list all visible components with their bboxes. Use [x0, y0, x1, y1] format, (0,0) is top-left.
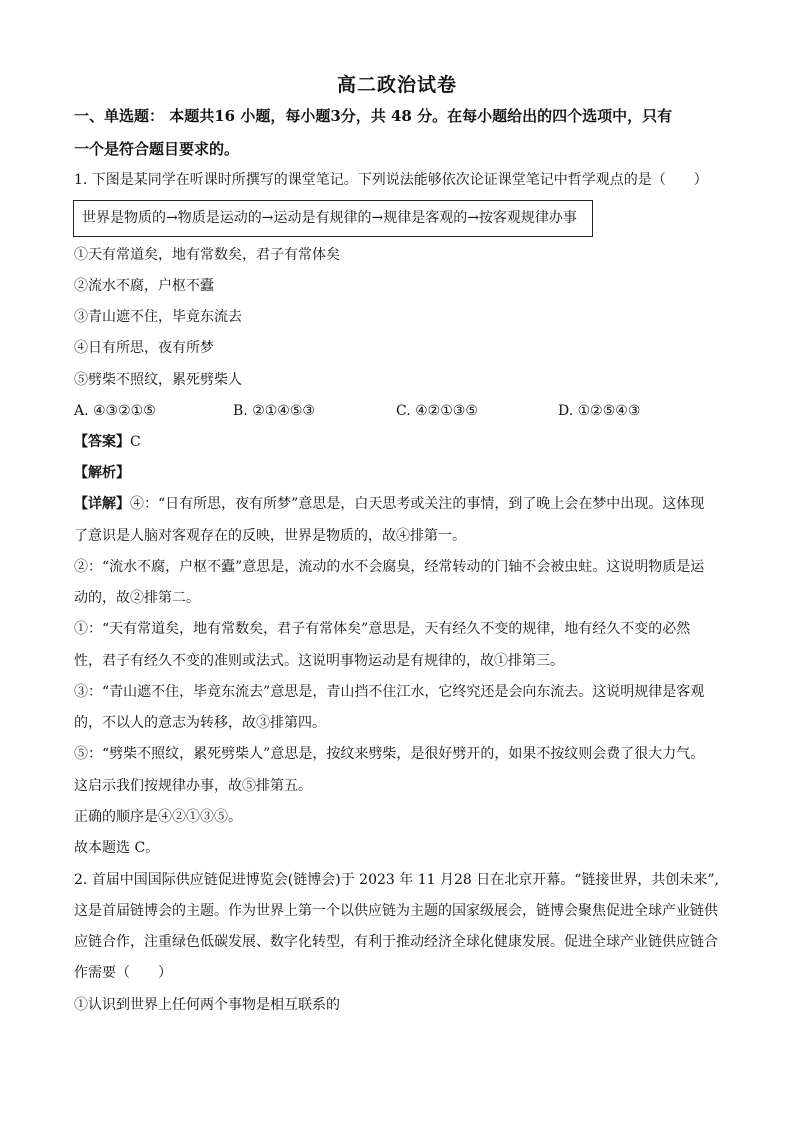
q1-option-b: B. ②①④⑤③ [233, 403, 315, 419]
analysis-line-10: 这启示我们按规律办事，故⑤排第五。 [74, 778, 312, 794]
answer-line [74, 432, 141, 452]
analysis-line-8: 的，不以人的意志为转移，故③排第四。 [74, 715, 326, 731]
analysis-line-3: ②：“流水不腐，户枢不蠹”意思是，流动的水不会腐臭，经常转动的门轴不会被虫蛀。这说明物质是运 [74, 559, 705, 575]
q1-item-3: ③青山遮不住，毕竟东流去 [74, 309, 242, 325]
q1-item-2: ②流水不腐，户枢不蠹 [74, 278, 214, 294]
analysis-line-9: ⑤：“劈柴不照纹，累死劈柴人”意思是，按纹来劈柴，是很好劈开的，如果不按纹则会费了很大力气。 [74, 746, 705, 762]
analysis-line-12: 故本题选 C。 [74, 840, 160, 856]
analysis-line-1: 【详解】④：“日有所思，夜有所梦”意思是，白天思考或关注的事情，到了晚上会在梦中出现。这体现 [74, 496, 705, 512]
analysis-line-4: 动的，故②排第二。 [74, 590, 200, 606]
q1-item-4: ④日有所思，夜有所梦 [74, 340, 214, 356]
q1-option-c: C. ④②①③⑤ [396, 403, 478, 419]
q1-option-d: D. ①②⑤④③ [558, 403, 641, 419]
analysis-line-11: 正确的顺序是④②①③⑤。 [74, 809, 242, 825]
analysis-line-7: ③：“青山遮不住，毕竟东流去”意思是，青山挡不住江水，它终究还是会向东流去。这说明规律是客观 [74, 684, 705, 700]
notes-box: 世界是物质的→物质是运动的→运动是有规律的→规律是客观的→按客观规律办事 [73, 200, 593, 237]
question-2-item-1: ①认识到世界上任何两个事物是相互联系的 [74, 997, 340, 1013]
question-1-stem: 1. 下图是某同学在听课时所撰写的课堂笔记。下列说法能够依次论证课堂笔记中哲学观点的是（ ） [74, 172, 708, 188]
analysis-line-6: 性，君子有经久不变的准则或法式。这说明事物运动是有规律的，故①排第三。 [74, 653, 564, 669]
analysis-line-5: ①：“天有常道矣，地有常数矣，君子有常体矣”意思是，天有经久不变的规律，地有经久不变的必然 [74, 621, 691, 637]
analysis-line-2: 了意识是人脑对客观存在的反映，世界是物质的，故④排第一。 [74, 528, 466, 544]
answer-value: C [130, 434, 141, 450]
q1-item-5: ⑤劈柴不照纹，累死劈柴人 [74, 372, 242, 388]
question-2-line-2: 这是首届链博会的主题。作为世界上第一个以供应链为主题的国家级展会，链博会聚焦促进全球产业链供 [74, 903, 718, 919]
section-heading-line-2: 一个是符合题目要求的。 [74, 140, 240, 158]
question-2-line-1: 2. 首届中国国际供应链促进博览会(链博会)于 2023 年 11 月28 日在北京开幕。“链接世界，共创未来”, [74, 872, 720, 888]
detail-tag: 【详解】 [74, 496, 130, 512]
question-2-line-3: 应链合作，注重绿色低碳发展、数字化转型，有利于推动经济全球化健康发展。促进全球产业链供应链合 [74, 934, 718, 950]
analysis-tag: 【解析】 [74, 465, 130, 481]
q1-item-1: ①天有常道矣，地有常数矣，君子有常体矣 [74, 247, 340, 263]
q1-option-a: A. ④③②①⑤ [74, 403, 156, 419]
question-2-line-4: 作需要（ ） [74, 965, 172, 981]
answer-tag: 【答案】 [74, 434, 130, 450]
section-heading-line-1: 一、单选题： 本题共16 小题，每小题3分，共 48 分。在每小题给出的四个选项中，只有 [74, 107, 673, 125]
page-title: 高二政治试卷 [336, 74, 457, 96]
